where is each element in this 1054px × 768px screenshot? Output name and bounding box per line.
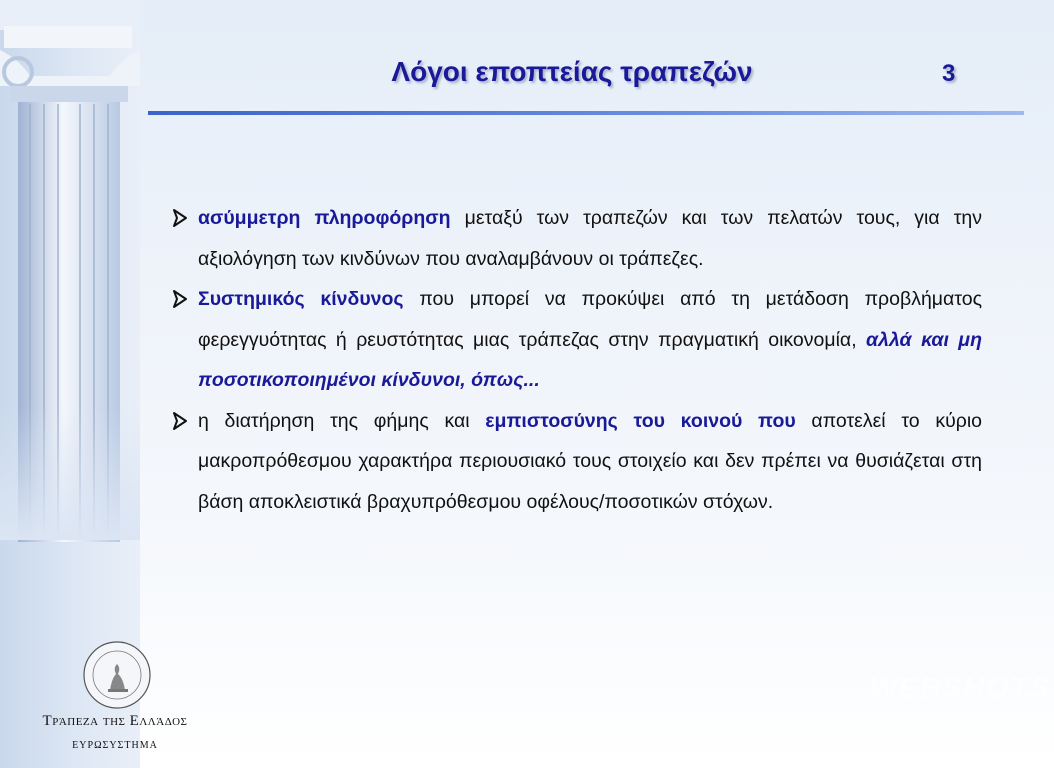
arrow-bullet-icon (170, 401, 192, 441)
bullet-item (170, 279, 982, 401)
page-number: 3 (942, 60, 956, 87)
arrow-bullet-icon (170, 279, 192, 319)
bullet-bold-text: ασύμμετρη πληροφόρηση (198, 207, 451, 229)
bank-name: Τράπεζα της Ελλάδος (42, 713, 188, 729)
bullet-text-before: η διατήρηση της φήμης και (198, 409, 486, 432)
bank-subtitle: ΕΥΡΩΣΥΣΤΗΜΑ (72, 740, 158, 751)
bullet-bold-text: Συστημικός κίνδυνος (198, 288, 404, 310)
bullet-item (170, 198, 982, 279)
bullet-bold-italic-text: αλλά και μη ποσοτικοποιημένοι κίνδυνοι, όπως... (198, 328, 982, 391)
bullet-bold-text: εμπιστοσύνης του κοινού που (485, 409, 796, 432)
slide-title: Λόγοι εποπτείας τραπεζών (391, 56, 753, 87)
arrow-bullet-icon (170, 198, 192, 238)
title-underline (148, 111, 1024, 115)
slide-body (170, 198, 982, 522)
bullet-text: μεταξύ των τραπεζών και των πελατών τους, για την αξιολόγηση των κινδύνων που αναλαμβάνουν οι τράπεζες. (198, 207, 982, 270)
bullet-text: αποτελεί το κύριο μακροπρόθεσμου χαρακτήρα περιουσιακό τους στοιχείο και δεν πρέπει να θυσιάζεται στη βάση αποκλειστικά βραχυπρόθεσμου οφέλους/ποσοτικών στόχων. (198, 409, 983, 513)
watermark-text: WEBSHOTS (865, 672, 1054, 705)
bank-logo (0, 640, 230, 768)
bullet-item (170, 401, 982, 523)
bank-seal-icon (82, 640, 152, 710)
bullet-text: που μπορεί να προκύψει από τη μετάδοση προβλήματος φερεγγυότητας ή ρευστότητας μιας τράπεζας στην πραγματική οικονομία, (198, 288, 982, 351)
